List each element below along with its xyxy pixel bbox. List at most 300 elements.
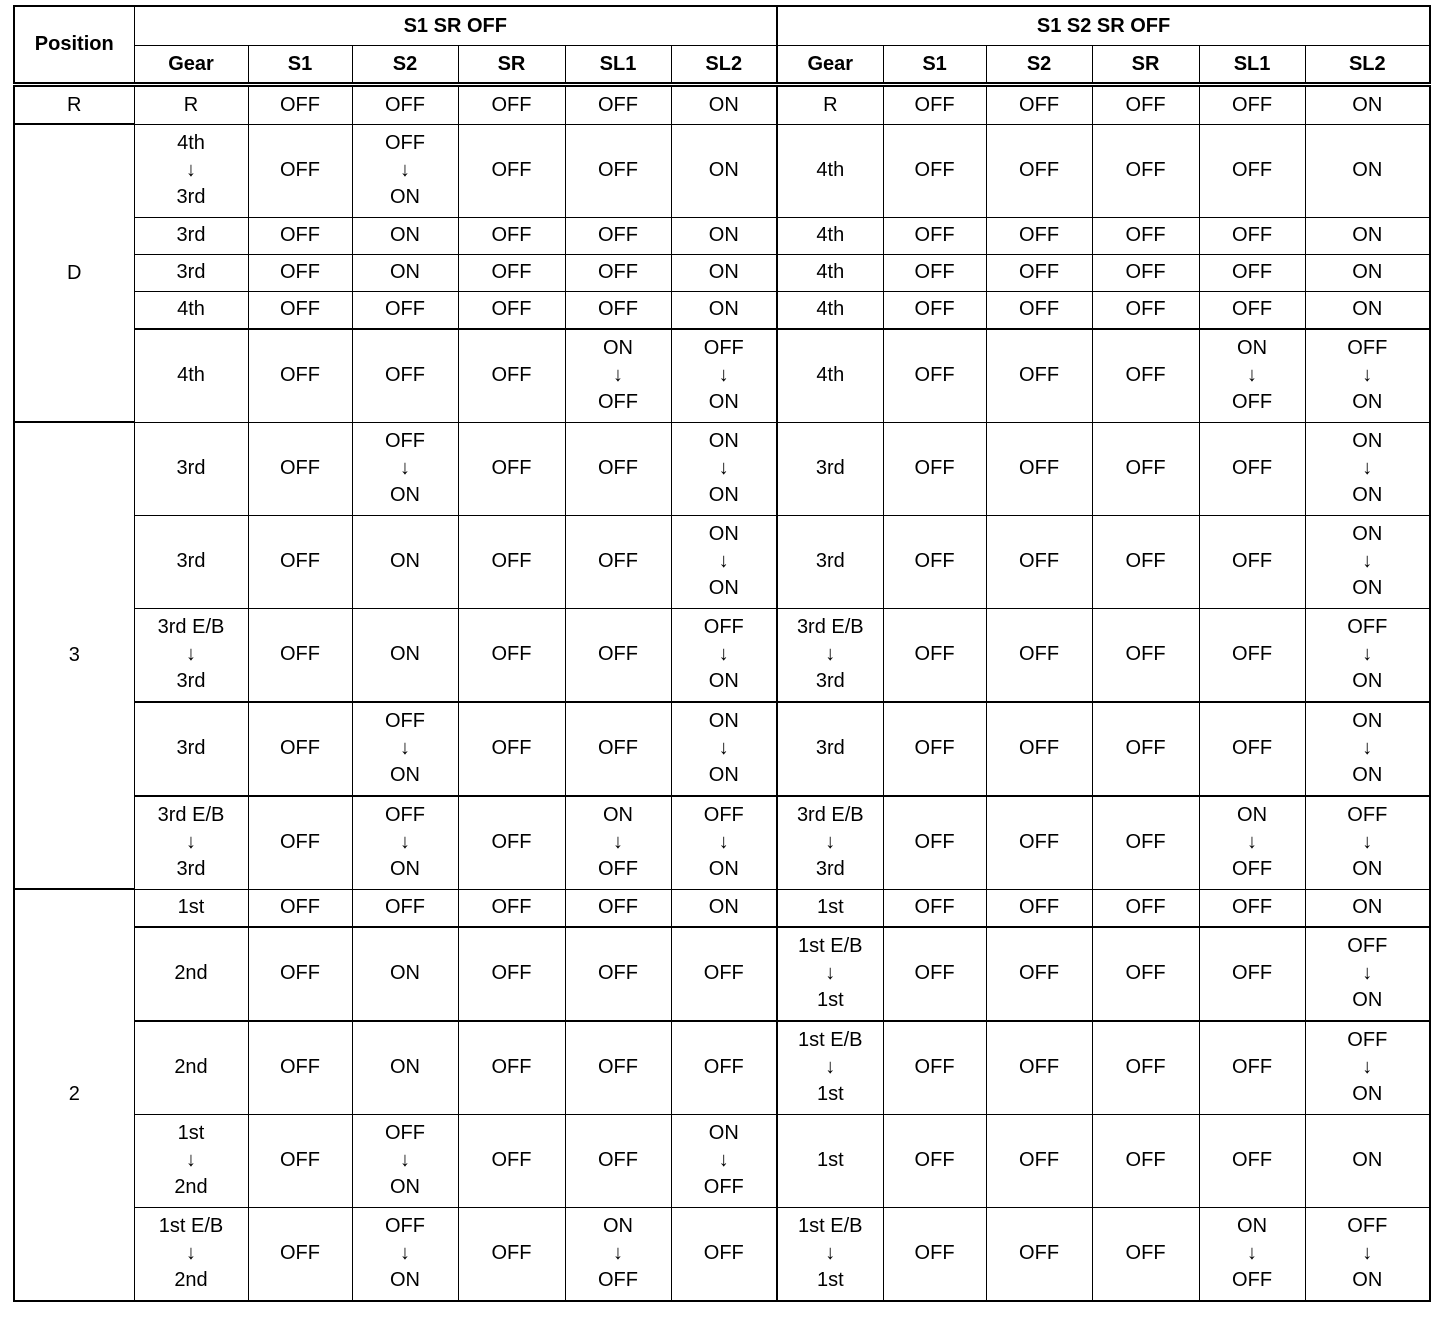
cell-line: OFF xyxy=(598,896,638,918)
down-arrow-icon: ↓ xyxy=(1362,831,1373,853)
cell-line: OFF xyxy=(385,710,425,732)
cell-line: ON xyxy=(603,1215,633,1237)
table-cell xyxy=(352,1021,458,1115)
cell-line: OFF xyxy=(280,364,320,386)
cell-line: ON xyxy=(708,1122,739,1144)
cell-line: OFF xyxy=(385,132,425,154)
table-row xyxy=(14,217,1430,254)
cell-line: 3rd xyxy=(815,858,845,880)
cell-line: 4th xyxy=(816,224,845,246)
table-cell xyxy=(1305,1114,1430,1207)
table-cell xyxy=(671,1114,777,1207)
position-header: Position xyxy=(14,6,134,85)
cell-line: OFF xyxy=(914,962,955,984)
cell-line: OFF xyxy=(598,93,638,116)
table-cell xyxy=(352,329,458,423)
table-row xyxy=(14,124,1430,217)
cell-line: OFF xyxy=(1347,804,1388,826)
table-cell xyxy=(986,124,1092,217)
cell-line: 4th xyxy=(816,364,845,386)
cell-line: 3rd xyxy=(815,550,845,572)
cell-line: OFF xyxy=(1232,261,1273,283)
group-header-s1-s2-sr-off: S1 S2 SR OFF xyxy=(777,6,1430,46)
cell-line: ON xyxy=(603,804,633,826)
cell-line: OFF xyxy=(1125,298,1166,320)
cell-line: 2nd xyxy=(174,1176,208,1198)
cell-line: OFF xyxy=(1347,1029,1388,1051)
column-header: Gear xyxy=(777,46,883,85)
table-cell xyxy=(671,422,777,515)
table-cell xyxy=(1092,217,1199,254)
cell-line: 3rd xyxy=(176,858,206,880)
cell-line: OFF xyxy=(491,896,532,918)
cell-line: ON xyxy=(708,484,739,506)
column-header: SR xyxy=(1092,46,1199,85)
down-arrow-icon: ↓ xyxy=(1362,457,1373,479)
down-arrow-icon: ↓ xyxy=(1362,643,1373,665)
table-cell xyxy=(777,608,883,702)
cell-line: OFF xyxy=(598,962,638,984)
cell-line: OFF xyxy=(280,643,320,665)
cell-line: OFF xyxy=(1125,159,1166,181)
table-cell xyxy=(1199,1207,1305,1301)
down-arrow-icon: ↓ xyxy=(613,831,623,853)
cell-line: OFF xyxy=(914,1242,955,1264)
table-cell xyxy=(352,254,458,291)
cell-line: ON xyxy=(390,550,420,572)
table-cell xyxy=(986,927,1092,1021)
table-cell xyxy=(565,124,671,217)
table-cell xyxy=(883,291,986,329)
down-arrow-icon: ↓ xyxy=(400,737,410,759)
table-cell xyxy=(1092,85,1199,125)
cell-line: ON xyxy=(1352,764,1383,786)
table-cell xyxy=(248,1021,352,1115)
cell-line: OFF xyxy=(280,457,320,479)
down-arrow-icon: ↓ xyxy=(400,1242,410,1264)
cell-line: OFF xyxy=(491,1242,532,1264)
column-header: S2 xyxy=(352,46,458,85)
cell-line: ON xyxy=(1352,298,1383,320)
table-row xyxy=(14,329,1430,423)
cell-line: 3rd xyxy=(815,670,845,692)
cell-line: OFF xyxy=(1019,831,1060,853)
down-arrow-icon: ↓ xyxy=(825,962,836,984)
table-cell xyxy=(134,422,248,515)
down-arrow-icon: ↓ xyxy=(400,831,410,853)
cell-line: 1st xyxy=(177,1122,205,1144)
cell-line: OFF xyxy=(491,831,532,853)
cell-line: OFF xyxy=(598,1149,638,1171)
cell-line: 2nd xyxy=(174,1056,208,1078)
table-cell xyxy=(565,254,671,291)
cell-line: OFF xyxy=(703,337,744,359)
table-cell xyxy=(883,608,986,702)
cell-line: ON xyxy=(390,643,420,665)
table-cell xyxy=(671,889,777,927)
cell-line: 4th xyxy=(177,298,205,320)
cell-line: OFF xyxy=(914,298,955,320)
table-cell xyxy=(248,217,352,254)
table-cell xyxy=(1092,124,1199,217)
cell-line: OFF xyxy=(914,457,955,479)
down-arrow-icon: ↓ xyxy=(825,643,836,665)
cell-line: 3rd xyxy=(176,670,206,692)
cell-line: ON xyxy=(708,159,739,181)
table-cell xyxy=(134,85,248,125)
cell-line: OFF xyxy=(1125,1056,1166,1078)
table-cell xyxy=(458,515,565,608)
cell-line: 4th xyxy=(816,298,845,320)
cell-line: ON xyxy=(603,337,633,359)
table-cell xyxy=(248,329,352,423)
table-cell xyxy=(777,422,883,515)
table-cell xyxy=(777,702,883,796)
table-cell xyxy=(248,889,352,927)
table-cell xyxy=(565,329,671,423)
cell-line: OFF xyxy=(1232,224,1273,246)
cell-line: ON xyxy=(1352,670,1383,692)
cell-line: OFF xyxy=(1232,457,1273,479)
table-cell xyxy=(352,515,458,608)
table-cell xyxy=(883,515,986,608)
cell-line: OFF xyxy=(598,298,638,320)
column-header: SL2 xyxy=(1305,46,1430,85)
table-cell xyxy=(671,291,777,329)
cell-line: ON xyxy=(1352,391,1383,413)
cell-line: OFF xyxy=(1019,737,1060,759)
cell-line: ON xyxy=(708,764,739,786)
cell-line: OFF xyxy=(1125,896,1166,918)
cell-line: 3rd xyxy=(815,737,845,759)
cell-line: 3rd xyxy=(176,550,206,572)
cell-line: OFF xyxy=(703,804,744,826)
cell-line: ON xyxy=(390,764,420,786)
cell-line: OFF xyxy=(385,1215,425,1237)
cell-line: OFF xyxy=(1232,858,1273,880)
table-cell xyxy=(565,291,671,329)
cell-line: OFF xyxy=(280,896,320,918)
cell-line: OFF xyxy=(598,550,638,572)
down-arrow-icon: ↓ xyxy=(718,643,729,665)
table-cell xyxy=(986,422,1092,515)
cell-line: OFF xyxy=(1019,643,1060,665)
cell-line: OFF xyxy=(491,159,532,181)
table-cell xyxy=(134,927,248,1021)
table-cell xyxy=(248,796,352,890)
table-cell xyxy=(458,329,565,423)
table-row xyxy=(14,1207,1430,1301)
table-cell xyxy=(352,422,458,515)
cell-line: OFF xyxy=(1019,962,1060,984)
cell-line: 3rd E/B xyxy=(157,804,225,826)
down-arrow-icon: ↓ xyxy=(186,1149,196,1171)
down-arrow-icon: ↓ xyxy=(718,550,729,572)
table-cell xyxy=(1305,927,1430,1021)
cell-line: OFF xyxy=(598,643,638,665)
table-cell xyxy=(565,422,671,515)
cell-line: OFF xyxy=(280,737,320,759)
table-cell xyxy=(458,291,565,329)
table-cell xyxy=(1199,254,1305,291)
cell-line: ON xyxy=(1352,989,1383,1011)
down-arrow-icon: ↓ xyxy=(825,1056,836,1078)
down-arrow-icon: ↓ xyxy=(825,1242,836,1264)
cell-line: OFF xyxy=(280,1149,320,1171)
table-cell xyxy=(248,422,352,515)
cell-line: 3rd E/B xyxy=(796,804,864,826)
cell-line: ON xyxy=(390,484,420,506)
table-row xyxy=(14,515,1430,608)
cell-line: ON xyxy=(708,670,739,692)
table-cell xyxy=(986,702,1092,796)
table-cell xyxy=(1305,1021,1430,1115)
column-header: S1 xyxy=(248,46,352,85)
cell-line: ON xyxy=(708,298,739,320)
cell-line: OFF xyxy=(914,1056,955,1078)
cell-line: R xyxy=(183,93,199,116)
down-arrow-icon: ↓ xyxy=(1362,962,1373,984)
table-row xyxy=(14,796,1430,890)
cell-line: OFF xyxy=(1019,550,1060,572)
cell-line: OFF xyxy=(280,261,320,283)
table-cell xyxy=(1199,124,1305,217)
table-cell xyxy=(986,291,1092,329)
table-cell xyxy=(883,217,986,254)
table-cell xyxy=(134,291,248,329)
cell-line: OFF xyxy=(914,550,955,572)
cell-line: 4th xyxy=(816,159,845,181)
table-cell xyxy=(352,796,458,890)
table-cell xyxy=(1199,291,1305,329)
table-cell xyxy=(134,217,248,254)
cell-line: OFF xyxy=(280,962,320,984)
table-cell xyxy=(352,1207,458,1301)
table-cell xyxy=(352,889,458,927)
cell-line: ON xyxy=(708,710,739,732)
down-arrow-icon: ↓ xyxy=(1362,737,1373,759)
cell-line: OFF xyxy=(1125,550,1166,572)
table-cell xyxy=(248,1114,352,1207)
cell-line: 1st xyxy=(816,989,844,1011)
table-cell xyxy=(1092,291,1199,329)
down-arrow-icon: ↓ xyxy=(613,364,623,386)
cell-line: OFF xyxy=(914,224,955,246)
table-cell xyxy=(883,702,986,796)
table-cell xyxy=(134,608,248,702)
cell-line: OFF xyxy=(1125,831,1166,853)
down-arrow-icon: ↓ xyxy=(186,159,196,181)
cell-line: OFF xyxy=(1232,93,1273,116)
cell-line: OFF xyxy=(1019,1149,1060,1171)
table-cell xyxy=(565,927,671,1021)
cell-line: OFF xyxy=(914,1149,955,1171)
table-cell xyxy=(1305,889,1430,927)
cell-line: OFF xyxy=(598,737,638,759)
table-cell xyxy=(777,1114,883,1207)
cell-line: OFF xyxy=(1125,224,1166,246)
table-cell xyxy=(458,124,565,217)
down-arrow-icon: ↓ xyxy=(1362,550,1373,572)
cell-line: OFF xyxy=(1125,962,1166,984)
cell-line: OFF xyxy=(1125,93,1166,116)
table-cell xyxy=(248,124,352,217)
table-cell xyxy=(671,1207,777,1301)
table-cell xyxy=(458,1207,565,1301)
table-cell xyxy=(777,124,883,217)
table-cell xyxy=(248,1207,352,1301)
cell-line: 1st xyxy=(177,896,205,918)
cell-line: 4th xyxy=(816,261,845,283)
table-cell xyxy=(1305,85,1430,125)
table-cell xyxy=(777,1021,883,1115)
cell-line: OFF xyxy=(1125,457,1166,479)
table-cell xyxy=(777,1207,883,1301)
table-cell xyxy=(248,927,352,1021)
table-cell xyxy=(1305,291,1430,329)
table-cell xyxy=(458,796,565,890)
table-cell xyxy=(883,927,986,1021)
table-cell xyxy=(1199,608,1305,702)
table-cell xyxy=(1305,124,1430,217)
table-cell xyxy=(1305,217,1430,254)
cell-line: OFF xyxy=(1019,1242,1060,1264)
cell-line: OFF xyxy=(1232,1056,1273,1078)
table-cell xyxy=(134,702,248,796)
column-header: SL1 xyxy=(1199,46,1305,85)
down-arrow-icon: ↓ xyxy=(1362,1242,1373,1264)
table-cell xyxy=(1199,515,1305,608)
table-cell xyxy=(883,889,986,927)
cell-line: OFF xyxy=(1347,1215,1388,1237)
cell-line: OFF xyxy=(280,298,320,320)
cell-line: OFF xyxy=(280,831,320,853)
table-row xyxy=(14,608,1430,702)
cell-line: OFF xyxy=(914,364,955,386)
cell-line: OFF xyxy=(280,159,320,181)
table-cell xyxy=(777,515,883,608)
down-arrow-icon: ↓ xyxy=(825,831,836,853)
cell-line: OFF xyxy=(1232,391,1273,413)
table-cell xyxy=(458,254,565,291)
table-cell xyxy=(777,927,883,1021)
cell-line: OFF xyxy=(491,93,532,116)
cell-line: OFF xyxy=(1125,1242,1166,1264)
table-cell xyxy=(352,608,458,702)
table-cell xyxy=(986,515,1092,608)
table-cell xyxy=(458,1021,565,1115)
cell-line: OFF xyxy=(1347,616,1388,638)
table-cell xyxy=(671,515,777,608)
cell-line: ON xyxy=(1352,484,1383,506)
column-header: SL1 xyxy=(565,46,671,85)
table-cell xyxy=(352,702,458,796)
table-cell xyxy=(777,796,883,890)
column-header: Gear xyxy=(134,46,248,85)
table-cell xyxy=(352,85,458,125)
table-cell xyxy=(1199,217,1305,254)
table-cell xyxy=(1199,1114,1305,1207)
table-row xyxy=(14,85,1430,125)
cell-line: OFF xyxy=(491,1149,532,1171)
cell-line: ON xyxy=(1352,1083,1383,1105)
cell-line: OFF xyxy=(1125,364,1166,386)
down-arrow-icon: ↓ xyxy=(1362,1056,1373,1078)
cell-line: OFF xyxy=(491,962,532,984)
table-cell xyxy=(1305,329,1430,423)
table-cell xyxy=(883,1207,986,1301)
cell-line: OFF xyxy=(1019,93,1060,116)
table-cell xyxy=(671,927,777,1021)
cell-line: OFF xyxy=(385,1122,425,1144)
table-cell xyxy=(1305,702,1430,796)
cell-line: 1st E/B xyxy=(798,1029,863,1051)
table-cell xyxy=(986,1114,1092,1207)
cell-line: OFF xyxy=(385,804,425,826)
cell-line: OFF xyxy=(1347,935,1388,957)
cell-line: OFF xyxy=(491,550,532,572)
cell-line: 3rd xyxy=(176,186,206,208)
cell-line: OFF xyxy=(491,1056,532,1078)
table-cell xyxy=(1092,515,1199,608)
cell-line: OFF xyxy=(280,1242,320,1264)
cell-line: OFF xyxy=(491,364,532,386)
cell-line: 1st xyxy=(816,1083,844,1105)
table-cell xyxy=(671,329,777,423)
table-cell xyxy=(352,291,458,329)
table-cell xyxy=(458,422,565,515)
cell-line: 1st xyxy=(816,1149,844,1171)
table-cell xyxy=(458,608,565,702)
table-cell xyxy=(1092,329,1199,423)
cell-line: 3rd xyxy=(176,261,206,283)
cell-line: 4th xyxy=(177,364,205,386)
cell-line: OFF xyxy=(1347,337,1388,359)
cell-line: 3rd xyxy=(176,224,206,246)
cell-line: OFF xyxy=(1125,737,1166,759)
table-cell xyxy=(986,889,1092,927)
position-cell: 3 xyxy=(14,422,134,889)
table-cell xyxy=(134,329,248,423)
table-cell xyxy=(1092,796,1199,890)
table-cell xyxy=(134,889,248,927)
cell-line: ON xyxy=(1352,261,1383,283)
table-cell xyxy=(986,329,1092,423)
table-cell xyxy=(1092,608,1199,702)
cell-line: OFF xyxy=(914,737,955,759)
table-cell xyxy=(134,796,248,890)
table-cell xyxy=(883,1021,986,1115)
group-header-s1-sr-off: S1 SR OFF xyxy=(134,6,777,46)
down-arrow-icon: ↓ xyxy=(400,159,410,181)
cell-line: OFF xyxy=(598,1056,638,1078)
cell-line: OFF xyxy=(491,224,532,246)
cell-line: OFF xyxy=(598,224,638,246)
cell-line: ON xyxy=(708,858,739,880)
cell-line: OFF xyxy=(280,224,320,246)
table-cell xyxy=(671,217,777,254)
cell-line: ON xyxy=(1352,523,1383,545)
table-cell xyxy=(1199,85,1305,125)
cell-line: OFF xyxy=(280,93,320,116)
table-cell xyxy=(458,889,565,927)
cell-line: ON xyxy=(1352,159,1383,181)
cell-line: ON xyxy=(708,261,739,283)
cell-line: OFF xyxy=(385,896,425,918)
cell-line: 1st xyxy=(816,896,844,918)
table-cell xyxy=(1305,1207,1430,1301)
table-cell xyxy=(1305,515,1430,608)
